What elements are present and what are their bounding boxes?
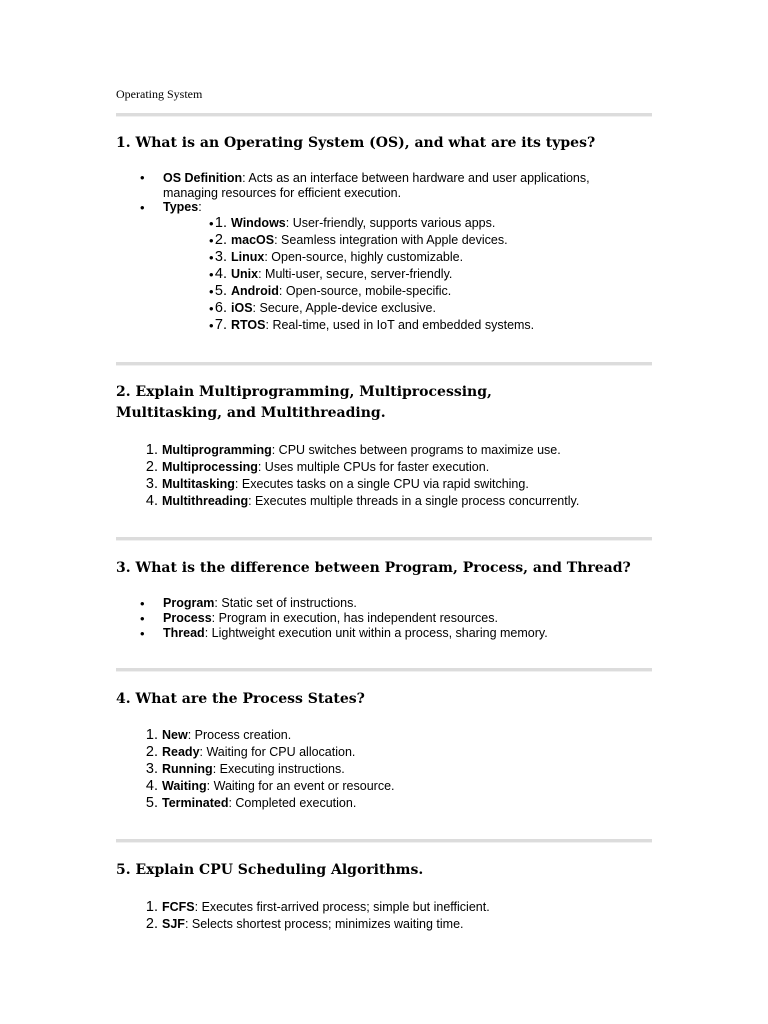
item-number: • 2. [214, 232, 227, 248]
divider [116, 113, 652, 117]
running-header: Operating System [116, 87, 203, 101]
definition: : Static set of instructions. [214, 596, 357, 610]
term: macOS [231, 233, 275, 247]
list-item [140, 778, 395, 795]
term: RTOS [231, 318, 266, 332]
definition: : Open-source, highly customizable. [264, 250, 464, 264]
definition: : Lightweight execution unit within a process, sharing memory. [204, 626, 548, 640]
list-item [140, 916, 490, 933]
definition: : Waiting for CPU allocation. [199, 745, 356, 759]
term: Thread [163, 626, 205, 640]
q2-list [140, 442, 579, 510]
list-item [140, 727, 395, 744]
list-item [140, 899, 490, 916]
list-item [140, 476, 579, 493]
definition: : Seamless integration with Apple devices. [274, 233, 508, 247]
item-number: 2. [145, 459, 158, 475]
q5-heading: 5. Explain CPU Scheduling Algorithms. [116, 862, 424, 878]
list-item [140, 459, 579, 476]
list-item [209, 249, 656, 266]
item-number: • 3. [214, 249, 227, 265]
term: Multiprocessing [162, 460, 258, 474]
term: FCFS [162, 900, 195, 914]
definition: : Real-time, used in IoT and embedded systems. [265, 318, 535, 332]
item-number: 2. [145, 916, 158, 932]
list-item [140, 626, 620, 641]
list-item [140, 596, 620, 611]
term: OS Definition [163, 171, 243, 185]
definition: : Executes multiple threads in a single process concurrently. [248, 494, 580, 508]
list-item [140, 442, 579, 459]
list-item [140, 795, 395, 812]
item-number: 1. [145, 727, 158, 743]
q3-heading: 3. What is the difference between Program, Process, and Thread? [116, 560, 631, 576]
divider [116, 668, 652, 672]
list-item [209, 283, 656, 300]
definition: : Selects shortest process; minimizes waiting time. [184, 917, 464, 931]
term: Unix [231, 267, 259, 281]
list-item [140, 744, 395, 761]
definition: : Waiting for an event or resource. [206, 779, 395, 793]
item-number: • 5. [214, 283, 227, 299]
definition: : Program in execution, has independent resources. [211, 611, 498, 625]
item-number: 4. [145, 778, 158, 794]
term: Multitasking [162, 477, 235, 491]
divider [116, 839, 652, 843]
term: Running [162, 762, 213, 776]
definition: : Uses multiple CPUs for faster execution. [257, 460, 490, 474]
definition: : Executes first-arrived process; simple but inefficient. [194, 900, 490, 914]
item-number: • 6. [214, 300, 227, 316]
definition: : CPU switches between programs to maximize use. [271, 443, 561, 457]
colon: : [198, 200, 202, 214]
list-item [140, 200, 610, 334]
term: SJF [162, 917, 185, 931]
q1-types-list [209, 215, 656, 334]
list-item [209, 232, 656, 249]
definition: : Open-source, mobile-specific. [278, 284, 452, 298]
term: Linux [231, 250, 265, 264]
divider [116, 537, 652, 541]
divider [116, 362, 652, 366]
item-number: 1. [145, 442, 158, 458]
list-item [140, 493, 579, 510]
term: Waiting [162, 779, 207, 793]
term: Types [163, 200, 199, 214]
item-number: 5. [145, 795, 158, 811]
definition: : Process creation. [187, 728, 292, 742]
term: Multiprogramming [162, 443, 272, 457]
definition: : Acts as an interface between hardware and user applications, managing resources for efficient execution. [163, 171, 590, 200]
q4-list [140, 727, 395, 812]
list-item [209, 266, 656, 283]
q1-heading: 1. What is an Operating System (OS), and what are its types? [116, 135, 596, 151]
definition: : Executing instructions. [212, 762, 345, 776]
term: Windows [231, 216, 286, 230]
item-number: • 4. [214, 266, 227, 282]
list-item [140, 761, 395, 778]
item-number: • 7. [214, 317, 227, 333]
list-item [140, 171, 610, 200]
list-item [140, 611, 620, 626]
list-item [209, 215, 656, 232]
item-number: 2. [145, 744, 158, 760]
term: iOS [231, 301, 253, 315]
term: New [162, 728, 188, 742]
term: Multithreading [162, 494, 249, 508]
definition: : Completed execution. [228, 796, 357, 810]
item-number: 4. [145, 493, 158, 509]
definition: : User-friendly, supports various apps. [285, 216, 496, 230]
q3-bullet-list [140, 596, 620, 641]
definition: : Secure, Apple-device exclusive. [252, 301, 436, 315]
list-item [209, 300, 656, 317]
item-number: 3. [145, 476, 158, 492]
item-number: 3. [145, 761, 158, 777]
item-number: 1. [145, 899, 158, 915]
term: Terminated [162, 796, 229, 810]
q4-heading: 4. What are the Process States? [116, 691, 365, 707]
item-number: • 1. [214, 215, 227, 231]
term: Program [163, 596, 215, 610]
q1-bullet-list [140, 171, 610, 334]
term: Ready [162, 745, 200, 759]
list-item [209, 317, 656, 334]
definition: : Multi-user, secure, server-friendly. [258, 267, 453, 281]
definition: : Executes tasks on a single CPU via rapid switching. [234, 477, 529, 491]
q2-heading: 2. Explain Multiprogramming, Multiprocessing, Multitasking, and Multithreading. [116, 384, 492, 421]
q5-list [140, 899, 490, 933]
term: Process [163, 611, 212, 625]
term: Android [231, 284, 279, 298]
